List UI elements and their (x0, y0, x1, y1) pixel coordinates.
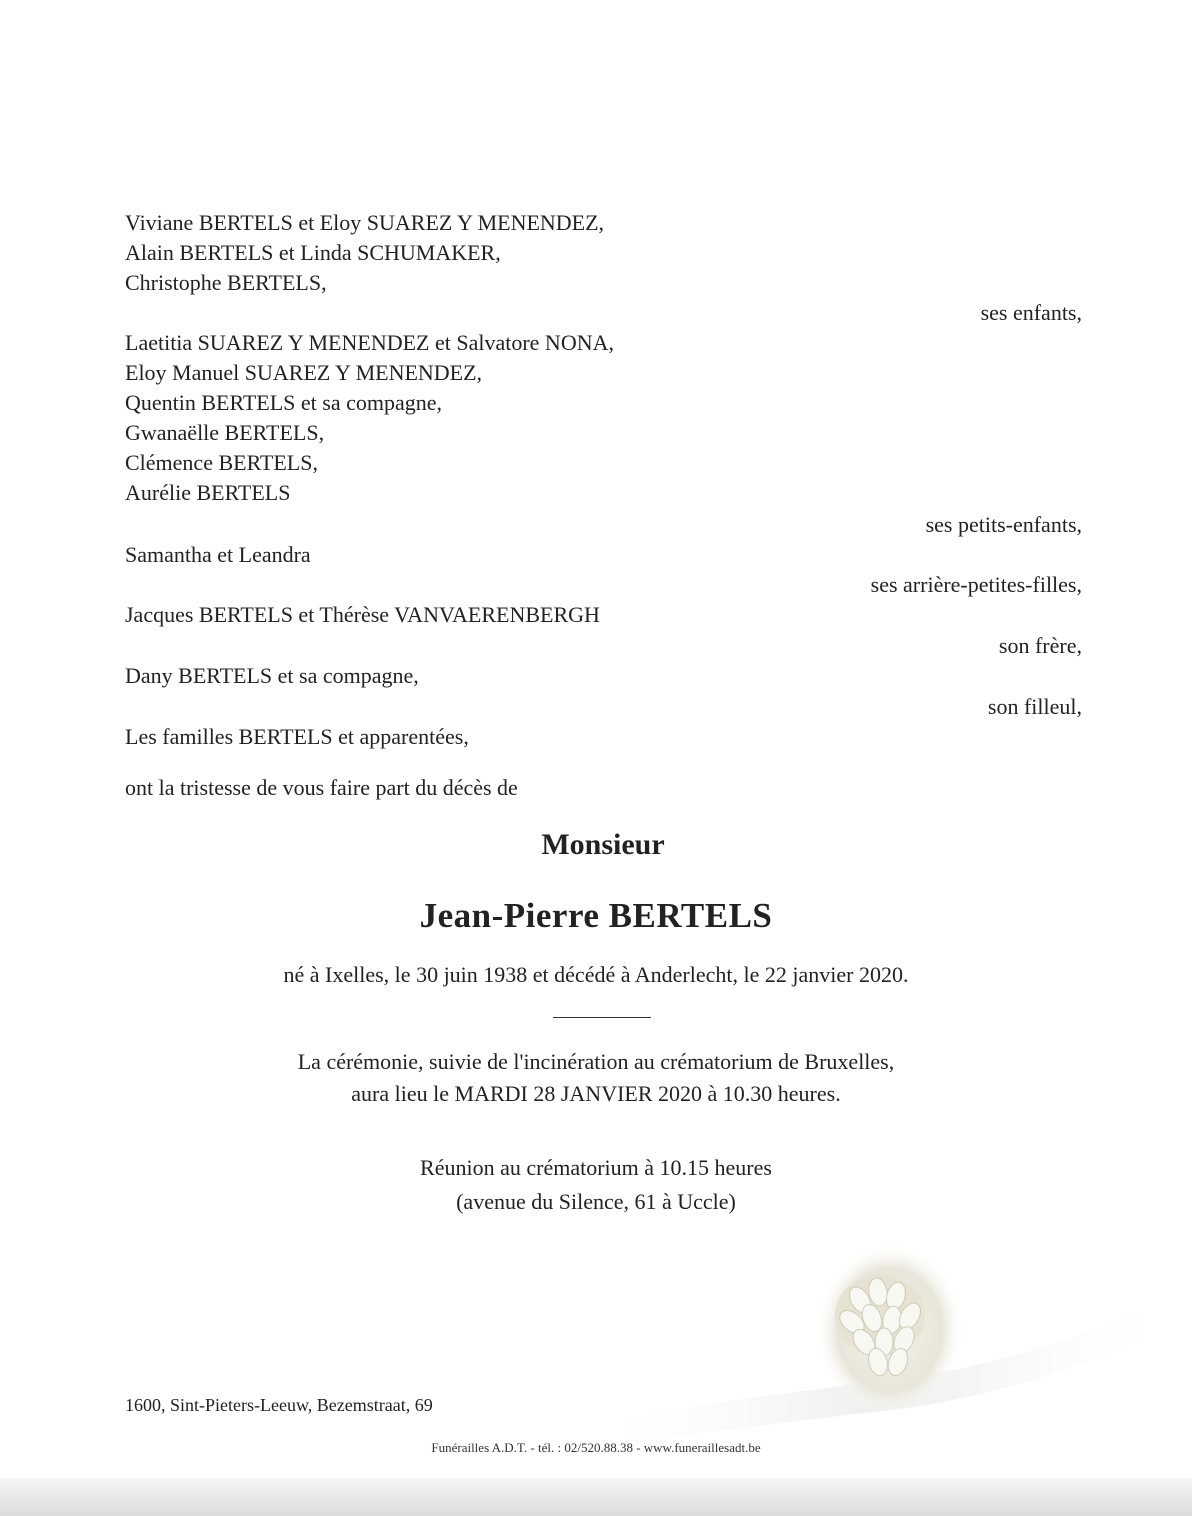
family-line: Laetitia SUAREZ Y MENENDEZ et Salvatore NONA, (125, 330, 614, 355)
announcement-line: ont la tristesse de vous faire part du décès de (125, 775, 518, 800)
deceased-title: Monsieur (541, 828, 665, 861)
family-line: Alain BERTELS et Linda SCHUMAKER, (125, 240, 501, 265)
family-line: Gwanaëlle BERTELS, (125, 420, 325, 445)
ceremony-line: aura lieu le MARDI 28 JANVIER 2020 à 10.30 heures. (351, 1081, 841, 1106)
scan-edge (0, 1478, 1192, 1516)
family-line: Les familles BERTELS et apparentées, (125, 724, 469, 749)
family-line: Samantha et Leandra (125, 542, 311, 567)
address: 1600, Sint-Pieters-Leeuw, Bezemstraat, 69 (125, 1395, 433, 1415)
family-line: Quentin BERTELS et sa compagne, (125, 390, 443, 415)
family-line: Dany BERTELS et sa compagne, (125, 663, 419, 688)
relation-label: ses enfants, (980, 300, 1082, 325)
relation-label: ses arrière-petites-filles, (870, 572, 1082, 597)
relation-label: son frère, (998, 633, 1082, 658)
meeting-line: (avenue du Silence, 61 à Uccle) (456, 1189, 736, 1214)
ceremony-line: La cérémonie, suivie de l'incinération au crématorium de Bruxelles, (297, 1049, 895, 1074)
family-line: Eloy Manuel SUAREZ Y MENENDEZ, (125, 360, 483, 385)
meeting-line: Réunion au crématorium à 10.15 heures (420, 1155, 772, 1180)
birth-death-line: né à Ixelles, le 30 juin 1938 et décédé à Anderlecht, le 22 janvier 2020. (283, 962, 909, 987)
relation-label: son filleul, (987, 694, 1082, 719)
divider (553, 1017, 651, 1018)
family-line: Jacques BERTELS et Thérèse VANVAERENBERGH (125, 602, 600, 627)
deceased-name: Jean-Pierre BERTELS (419, 896, 773, 935)
family-line: Clémence BERTELS, (125, 450, 318, 475)
funeral-home-footer: Funérailles A.D.T. - tél. : 02/520.88.38 - www.funeraillesadt.be (431, 1440, 761, 1455)
relation-label: ses petits-enfants, (925, 512, 1082, 537)
family-line: Viviane BERTELS et Eloy SUAREZ Y MENENDEZ, (125, 210, 605, 235)
family-line: Christophe BERTELS, (125, 270, 327, 295)
family-line: Aurélie BERTELS (125, 480, 291, 505)
